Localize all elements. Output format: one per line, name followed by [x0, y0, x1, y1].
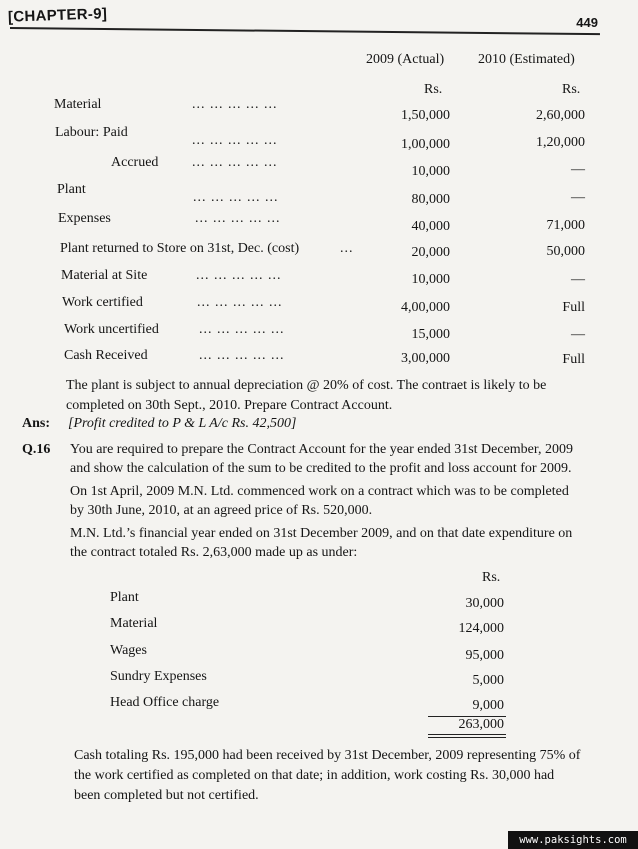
- value-2010: —: [571, 190, 585, 205]
- table-row-plant-returned: [0, 241, 638, 261]
- item-label: Head Office charge: [110, 695, 220, 710]
- value-2009: 1,00,000: [401, 137, 450, 152]
- row-label: Work uncertified: [64, 322, 159, 337]
- q16-p1-line-2: and show the calculation of the sum to be credited to the profit and loss account for 2009.: [70, 461, 572, 476]
- row-label: Cash Received: [64, 348, 148, 363]
- page-number: 449: [576, 15, 598, 30]
- value-2009: 80,000: [411, 192, 450, 207]
- value-2010: —: [571, 272, 585, 287]
- q15-note-line-2: completed on 30th Sept., 2010. Prepare Contract Account.: [66, 398, 393, 413]
- leader-dots: ... ... ... ... ...: [197, 295, 283, 310]
- value-2010: Full: [562, 352, 585, 367]
- item-label: Sundry Expenses: [110, 669, 207, 684]
- q16-p1-line-1: You are required to prepare the Contract Account for the year ended 31st December, 2009: [70, 442, 574, 457]
- q16-p2-line-2: by 30th June, 2010, at an agreed price of Rs. 520,000.: [70, 503, 373, 518]
- row-label: Plant returned to Store on 31st, Dec. (cost): [60, 241, 300, 256]
- total-rule-double-1: [428, 734, 506, 735]
- leader-dots: ... ... ... ... ...: [192, 133, 278, 148]
- q16-label: Q.16: [22, 442, 51, 457]
- q16-p4-line-1: Cash totaling Rs. 195,000 had been received by 31st December, 2009 representing 75% of: [74, 748, 581, 763]
- table-row-accrued: [0, 155, 638, 179]
- value-2009: 15,000: [411, 327, 450, 342]
- unit-2010: Rs.: [562, 82, 581, 97]
- table-row-expenses: [0, 211, 638, 234]
- table-row-cash-received: [0, 348, 638, 368]
- q16-p4-line-3: been completed but not certified.: [74, 788, 259, 803]
- leader-dots: ... ... ... ... ...: [192, 97, 278, 112]
- value-2010: —: [571, 327, 585, 342]
- item-amount: 5,000: [472, 673, 504, 688]
- list-item: [0, 669, 638, 689]
- value-2010: 2,60,000: [536, 108, 585, 123]
- unit-2009: Rs.: [424, 82, 443, 97]
- q16-p2-line-1: On 1st April, 2009 M.N. Ltd. commenced work on a contract which was to be completed: [70, 484, 569, 499]
- value-2010: —: [571, 162, 585, 177]
- value-2009: 20,000: [411, 245, 450, 260]
- value-2009: 3,00,000: [401, 351, 450, 366]
- list-item: [0, 616, 638, 636]
- value-2010: 71,000: [546, 218, 585, 233]
- item-amount: 95,000: [465, 648, 504, 663]
- leader-dots: ...: [340, 241, 354, 256]
- expenditure-unit: Rs.: [482, 570, 501, 585]
- table-row-plant: [0, 182, 638, 207]
- q16-p3-line-2: the contract totaled Rs. 2,63,000 made up as under:: [70, 545, 358, 560]
- header-rule: [10, 27, 600, 35]
- row-label: Material at Site: [61, 268, 148, 283]
- value-2009: 40,000: [411, 219, 450, 234]
- watermark: www.paksights.com: [508, 831, 638, 849]
- q15-note-line-1: The plant is subject to annual depreciation @ 20% of cost. The contraet is likely to be: [66, 378, 547, 393]
- row-label: Work certified: [62, 295, 143, 310]
- expenditure-total: 263,000: [458, 717, 504, 732]
- chapter-heading: [CHAPTER-9]: [7, 5, 108, 26]
- value-2009: 10,000: [411, 272, 450, 287]
- col-header-2010: 2010 (Estimated): [478, 52, 575, 67]
- value-2010: Full: [562, 300, 585, 315]
- table-row-material-at-site: [0, 268, 638, 288]
- leader-dots: ... ... ... ... ...: [199, 322, 285, 337]
- row-label: Material: [54, 97, 102, 112]
- item-label: Material: [110, 616, 158, 631]
- table-row-work-certified: [0, 295, 638, 315]
- leader-dots: ... ... ... ... ...: [199, 348, 285, 363]
- total-rule-double-2: [428, 737, 506, 738]
- leader-dots: ... ... ... ... ...: [196, 268, 282, 283]
- leader-dots: ... ... ... ... ...: [195, 211, 281, 226]
- item-amount: 9,000: [472, 698, 504, 713]
- item-label: Plant: [110, 590, 139, 605]
- row-label: Accrued: [111, 155, 159, 170]
- q16-p4-line-2: the work certified as completed on that date; in addition, work costing Rs. 30,000 had: [74, 768, 555, 783]
- leader-dots: ... ... ... ... ...: [192, 155, 278, 170]
- table-row-work-uncertified: [0, 322, 638, 342]
- value-2009: 10,000: [411, 164, 450, 179]
- value-2009: 1,50,000: [401, 108, 450, 123]
- list-item: [0, 590, 638, 610]
- answer-label: Ans:: [22, 416, 51, 431]
- value-2009: 4,00,000: [401, 300, 450, 315]
- row-label: Plant: [57, 182, 86, 197]
- answer-text: [Profit credited to P & L A/c Rs. 42,500]: [68, 416, 297, 431]
- item-label: Wages: [110, 643, 147, 658]
- list-item: [0, 643, 638, 663]
- table-row-labour-paid: [0, 125, 638, 152]
- col-header-2009: 2009 (Actual): [366, 52, 445, 67]
- list-item: [0, 695, 638, 715]
- item-amount: 30,000: [465, 596, 504, 611]
- row-label: Expenses: [58, 211, 111, 226]
- item-amount: 124,000: [458, 621, 504, 636]
- q16-p3-line-1: M.N. Ltd.’s financial year ended on 31st December 2009, and on that date expenditure on: [70, 526, 573, 541]
- table-row-material: [0, 97, 638, 123]
- row-label: Labour: Paid: [55, 125, 128, 140]
- leader-dots: ... ... ... ... ...: [193, 190, 279, 205]
- value-2010: 1,20,000: [536, 135, 585, 150]
- value-2010: 50,000: [546, 244, 585, 259]
